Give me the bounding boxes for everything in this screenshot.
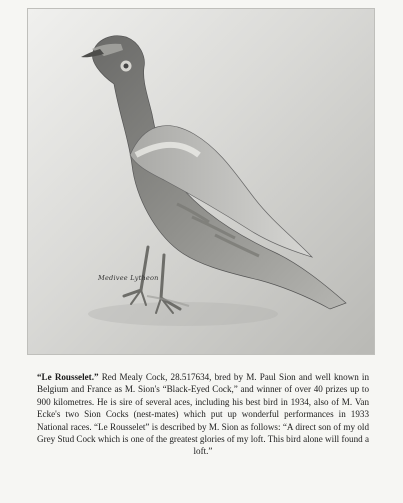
caption-body: Red Mealy Cock, 28.517634, bred by M. Paul Sion and well known in Belgium and France as M. Sion's “Black-Eyed Cock,” and winner of over 40 prizes up to 900 kilometres. He is sire of several aces, including his best bird in 1934, also of M. Van Ecke's two Sion Cocks (nest-mates) which put up wonderful performances in 1933 National races. “Le Rousselet” is described by M. Sion as follows: “A direct son of my old Grey Stud Cock which is one of the greatest glories of my loft. This bird alone will found a loft.” bbox=[37, 372, 369, 457]
caption-block bbox=[37, 371, 369, 458]
pigeon-photo bbox=[27, 8, 375, 355]
caption-title: “Le Rousselet.” bbox=[37, 372, 99, 382]
pigeon-illustration bbox=[28, 9, 374, 354]
photographer-signature: Medivee Lytheon bbox=[98, 274, 159, 282]
